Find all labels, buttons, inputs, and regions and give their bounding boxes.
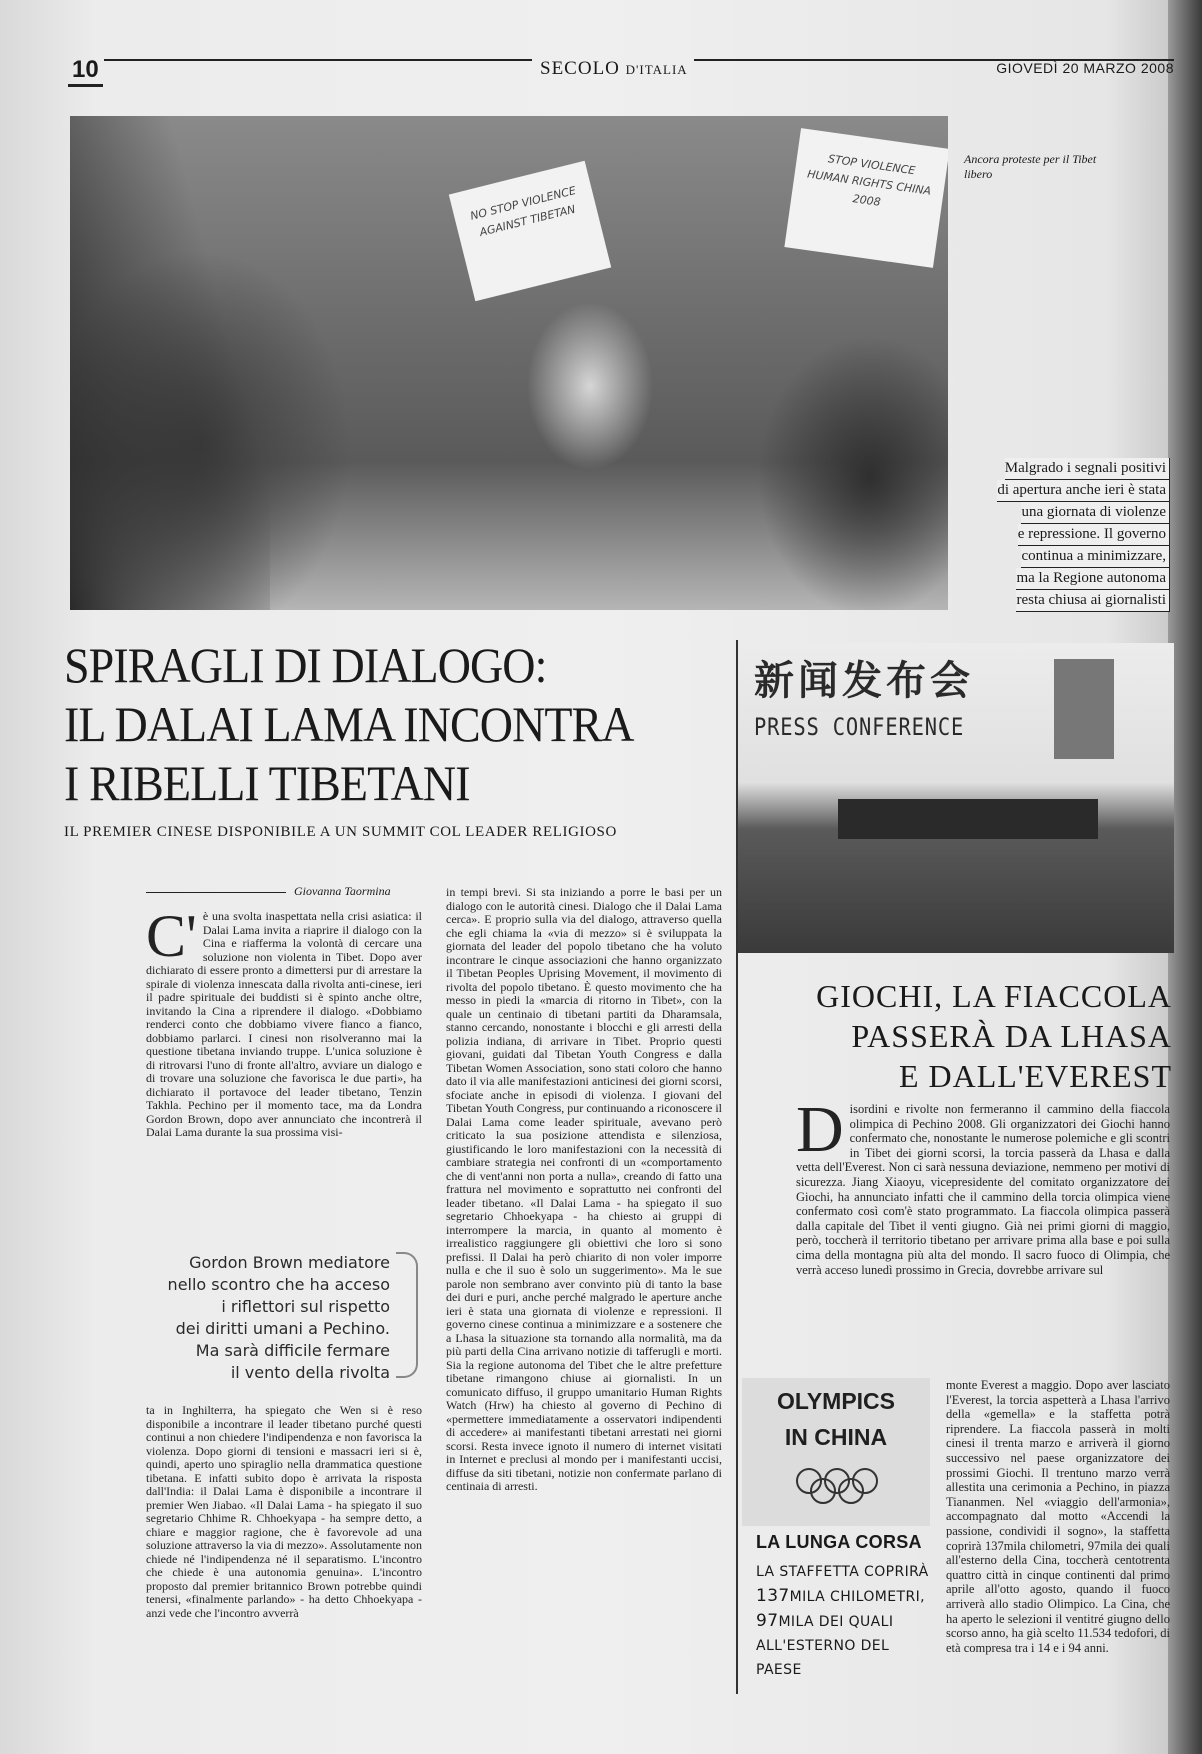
box-body bbox=[756, 1560, 936, 1682]
photo-caption: Ancora proteste per il Tibet libero bbox=[964, 152, 1097, 181]
raised-arm-shadow bbox=[70, 116, 270, 610]
drop-cap: D bbox=[796, 1093, 844, 1166]
protest-sign-left: NO STOP VIOLENCE AGAINST TIBETAN bbox=[449, 161, 611, 302]
publication-suffix: D'ITALIA bbox=[625, 62, 688, 77]
pull-quote-line: il vento della rivolta bbox=[230, 1363, 390, 1382]
publication-name: SECOLO bbox=[540, 58, 620, 79]
box-number: 137 bbox=[756, 1586, 790, 1606]
olympic-rings-icon bbox=[796, 1468, 880, 1504]
article-text: è una svolta inaspettata nella crisi asiatica: il Dalai Lama invita a riaprire il dialogo con la Cina e riafferma la volontà di cercare una soluzione non violenta in Tibet. Dopo aver dichiarato di essere pronto a dimettersi pur di arrestare la spirale di violenza innescata dalla rivolta anti-cinese, ieri il padre spirituale dei buddisti si è spinto anche oltre, invitando la Cina a riprendere il dialogo. «Dobbiamo renderci conto che dobbiamo vivere fianco a fianco, dobbiamo parlarci. I cinesi non risolveranno mai la questione tibetana inviando truppe. L'unica soluzione è di ritrovarsi l'uno di fronte all'altro, avviare un dialogo e di trovare una soluzione che favorisca le due parti», ha dichiarato il portavoce del leader tibetano, Tenzin Takhla. Pechino per il momento tace, ma da Londra Gordon Brown, dopo aver annunciato che incontrerà il Dalai Lama durante la sua prossima visi- bbox=[146, 909, 422, 1139]
article-text: isordini e rivolte non fermeranno il cammino della fiaccola olimpica di Pechino 2008. Gli organizzatori dei Giochi hanno confermato che, nonostante le numerose polemiche e gli scontri in Tibet dei giorni scorsi, la torcia passerà da Lhasa e dalla vetta dell'Everest. Non ci sarà nessuna deviazione, nemmeno per motivi di sicurezza. Jiang Xiaoyu, vicepresidente del comitato organizzatore dei Giochi, ha annunciato infatti che il cammino della torcia olimpica viene confermato così com'è stato programmato. La fiaccola olimpica passerà dalla capitale del Tibet il venti giugno. Già nei primi giorni di maggio, però, toccherà il territorio tibetano per arrivare prima alla base e poi sulla cima della montagna più alta del mondo. Il sacro fuoco di Olimpia, che verrà acceso lunedì prossimo in Grecia, dovrebbe arrivare sul bbox=[796, 1102, 1170, 1277]
torch-article-top bbox=[796, 1093, 1170, 1277]
pull-quote-brace bbox=[396, 1252, 418, 1378]
box-line bbox=[756, 1584, 936, 1609]
press-conference-banner-cn: 新闻发布会 bbox=[754, 658, 974, 704]
author-name: Giovanna Taormina bbox=[294, 884, 391, 898]
protest-sign-right: STOP VIOLENCE HUMAN RIGHTS CHINA 2008 bbox=[784, 128, 948, 268]
page-number: 10 bbox=[68, 56, 103, 87]
box-line: LA STAFFETTA COPRIRÀ bbox=[756, 1564, 929, 1580]
drop-cap: C' bbox=[146, 903, 197, 969]
press-conference-banner-en: PRESS CONFERENCE bbox=[754, 713, 965, 741]
article-column-2: in tempi brevi. Si sta iniziando a porre le basi per un dialogo con le autorità cinesi. Dialogo che il Dalai Lama cerca». E proprio sulla via del dialogo, attraverso quella che egli chiama la «via di mezzo» si è sviluppata la giornata del leader del popolo tibetano che ha voluto incontrare le cinque associazioni che hanno organizzato il Tibetan Peoples Uprising Movement, il movimento di rivolta del popolo tibetano. È questo movimento che ha messo in piedi la «marcia di ritorno in Tibet», con la quale un centinaio di tibetani partiti da Dharamsala, stanno cercando, nonostante i blocchi e gli arresti della polizia indiana, di arrivare in Tibet. Proprio questi giovani, guidati dal Tibetan Youth Congress e dalla Tibetan Women Association, sono stati coloro che hanno dato il via alle manifestazioni anticinesi dei giorni scorsi, sfociate anche in episodi di violenza. I giovani del Tibetan Youth Congress, pur continuando a riconoscere il Dalai Lama come leader spirituale, avevano però criticato la sua posizione attendista e silenziosa, giustificando le loro manifestazioni con la necessità di cambiare strategia nei confronti di un «comportamento che di vent'anni non porta a nulla», creando di fatto una frattura nel movimento e soprattutto nei confronti del leader tibetano. «Il Dalai Lama - ha spiegato il suo segretario Chhoekyapa - ha chiesto ai gruppi di interrompere la marcia, in quanto al momento è irrealistico raggiungere gli obiettivi che loro si sono prefissi. Il Dalai ha però chiarito di non voler imporre nulla e che il suo è solo un suggerimento». Ma le sue parole non sembrano aver convinto più di tanto la base dei duri e puri, anche perché malgrado le aperture anche ieri è stata una giornata di violenze e repressioni. Il governo cinese continua a minimizzare e a sostenere che a Lhasa la situazione sta tornando alla normalità, ma da più parti della Cina arrivano notizie di tafferugli e morti. Sia la regione autonoma del Tibet che le altre prefetture tibetane rimangono chiuse ai giornalisti. In un comunicato diffuso, il gruppo umanitario Human Rights Watch (Hrw) ha chiesto al governo di Pechino di «permettere immediatamente a osservatori indipendenti di accedere» ai manifestanti tibetani arrestati nei giorni scorsi. Resta invece ignoto il numero di internet visitati in Internet e preclusi al mondo per i manifestanti uccisi, diffuse da siti tibetani, notizie non confermate parlano di centinaia di arresti. bbox=[446, 885, 722, 1493]
masthead-rule-left bbox=[104, 59, 532, 61]
headline-line: PASSERÀ DA LHASA bbox=[851, 1018, 1172, 1054]
pull-quote-line: nello scontro che ha acceso bbox=[167, 1275, 390, 1294]
masthead bbox=[64, 52, 1174, 92]
main-headline bbox=[64, 636, 671, 813]
box-line bbox=[756, 1609, 936, 1634]
sidebar-caption-line: Malgrado i segnali positivi bbox=[1005, 458, 1170, 480]
article-column-1 bbox=[146, 903, 422, 1140]
pull-quote bbox=[160, 1252, 390, 1384]
pull-quote-line: Gordon Brown mediatore bbox=[189, 1253, 390, 1272]
publication-title bbox=[540, 58, 688, 80]
box-line-text: MILA CHILOMETRI, bbox=[789, 1589, 925, 1605]
subheadline: IL PREMIER CINESE DISPONIBILE A UN SUMMIT COL LEADER RELIGIOSO bbox=[64, 824, 617, 840]
olympics-in-china-photo bbox=[742, 1378, 930, 1526]
protest-photo bbox=[70, 116, 948, 610]
pull-quote-line: i riflettori sul rispetto bbox=[221, 1297, 390, 1316]
issue-date: GIOVEDÌ 20 MARZO 2008 bbox=[996, 60, 1174, 76]
box-title: LA LUNGA CORSA bbox=[756, 1532, 922, 1552]
box-number: 97 bbox=[756, 1611, 779, 1631]
press-conference-photo bbox=[738, 643, 1174, 953]
headline-line: SPIRAGLI DI DIALOGO: bbox=[64, 637, 547, 693]
sidebar-caption bbox=[964, 458, 1170, 612]
sidebar-caption-line: ma la Regione autonoma bbox=[1016, 568, 1170, 590]
olympics-sign-line: OLYMPICS bbox=[776, 1388, 895, 1414]
sidebar-caption-line: una giornata di violenze bbox=[1021, 502, 1170, 524]
box-line: ALL'ESTERNO DEL PAESE bbox=[756, 1638, 890, 1678]
wall-panel bbox=[1054, 659, 1114, 759]
sidebar-caption-line: di apertura anche ieri è stata bbox=[997, 480, 1170, 502]
headline-line: E DALL'EVEREST bbox=[898, 1058, 1172, 1094]
sidebar-caption-line: e repressione. Il governo bbox=[1018, 524, 1170, 546]
sidebar-caption-line: continua a minimizzare, bbox=[1021, 546, 1170, 568]
headline-line: GIOCHI, LA FIACCOLA bbox=[816, 978, 1172, 1014]
olympics-sign-line: IN CHINA bbox=[784, 1424, 888, 1450]
headline-line: IL DALAI LAMA INCONTRA bbox=[64, 696, 634, 752]
pull-quote-line: Ma sarà difficile fermare bbox=[195, 1341, 390, 1360]
torch-article-bottom: monte Everest a maggio. Dopo aver lasciato l'Everest, la torcia aspetterà a Lhasa l'arrivo della «gemella» e la staffetta potrà riprendere. La fiaccola passerà in molti cinesi il trenta marzo e arriverà il giorno successivo nel paese organizzatore dei prossimi Giochi. Il trentuno marzo verrà allestita una cerimonia a Pechino, in piazza Tiananmen. Nel «viaggio dell'armonia», accompagnato dal motto «Accendi la passione, condividi il sogno», la staffetta coprirà 137mila chilometri, 97mila dei quali all'esterno della Cina, toccherà centotrenta quattro città in cinque continenti dal primo aprile all'otto agosto, quando il fuoco arriverà allo stadio Olimpico. La Cina, che ha aperto le selezioni il ventitré giugno dello scorso anno, ha già scelto 11.534 tedofori, di età compresa tra i 14 e i 94 anni. bbox=[946, 1378, 1170, 1655]
headline-line: I RIBELLI TIBETANI bbox=[64, 755, 470, 811]
article-column-1-continued: ta in Inghilterra, ha spiegato che Wen si è reso disponibile a incontrare il leader tibetano purché questi continui a non chiedere l'indipendenza e non favorisca la violenza. Dopo giorni di tensioni e massacri ieri si è, quindi, aperto uno spiraglio nella drammatica questione tibetana. E infatti subito dopo è arrivata la risposta dall'India: il Dalai Lama è disponibile a incontrare il premier Wen Jiabao. «Il Dalai Lama - ha spiegato il suo segretario Chhime R. Chhoekyapa - ha sempre detto, a chiare e maggior ragione, che è favorevole ad una soluzione attraverso la via di mezzo». Assolutamente non chiede né l'indipendenza né il separatismo. L'incontro che chiede è una autonomia genuina». L'incontro proposto dal premier britannico Brown potrebbe quindi tenersi, «finalmente parlando» - ha detto Chhoekyapa - anzi vede che l'incontro avverrà bbox=[146, 1403, 422, 1620]
byline-rule bbox=[146, 892, 286, 893]
byline bbox=[146, 886, 430, 898]
olympic-torch-headline bbox=[766, 976, 1172, 1096]
box-line-text: MILA DEI QUALI bbox=[778, 1614, 894, 1630]
sidebar-caption-line: resta chiusa ai giornalisti bbox=[1016, 590, 1170, 612]
pull-quote-line: dei diritti umani a Pechino. bbox=[175, 1319, 390, 1338]
press-table bbox=[838, 799, 1098, 839]
